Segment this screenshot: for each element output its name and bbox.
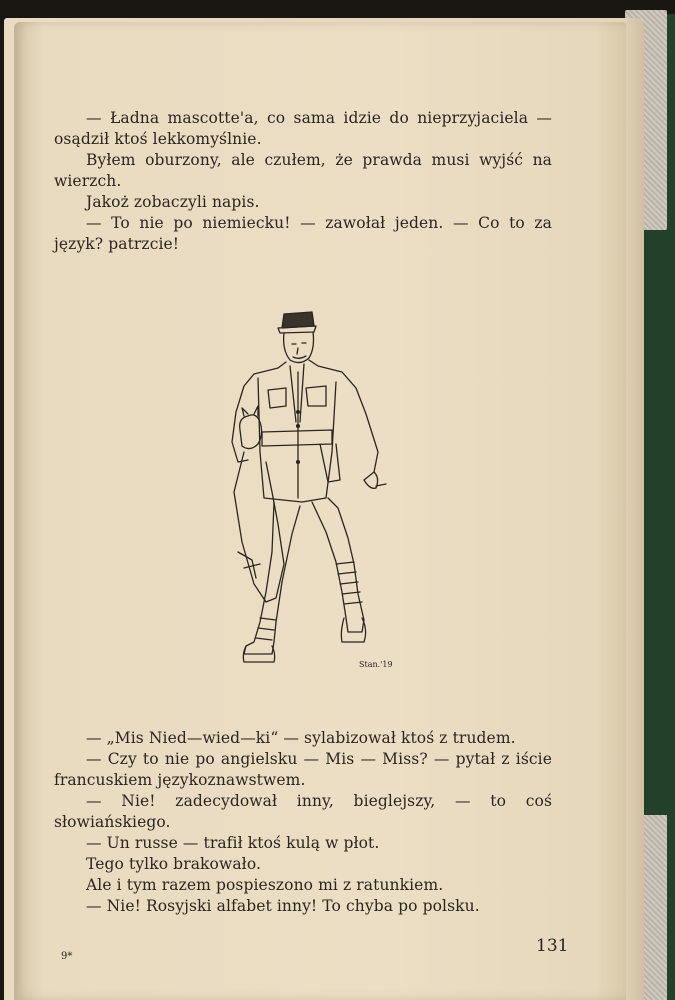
paragraph: Byłem oburzony, ale czułem, że prawda musi wyjść na wierzch. — [54, 151, 552, 190]
paragraph: — Nie! Rosyjski alfabet inny! To chyba po polsku. — [86, 897, 480, 915]
cat-figure — [240, 415, 262, 449]
paragraph: Tego tylko brakowało. — [86, 855, 261, 873]
paragraph: — Un russe — trafił ktoś kulą w płot. — [86, 834, 380, 852]
kepi-cap — [282, 312, 314, 328]
soldier-illustration — [214, 302, 394, 672]
text-block-top — [54, 108, 552, 255]
right-leg — [312, 498, 364, 632]
book-page — [14, 22, 626, 1000]
sheet-signature-mark: 9* — [61, 951, 73, 962]
paragraph: Ale i tym razem pospieszono mi z ratunkiem. — [86, 876, 444, 894]
page-number: 131 — [536, 936, 569, 956]
coat-over-arm — [234, 452, 284, 602]
paragraph: — Nie! zadecydował inny, bieglejszy, — to coś słowiańskiego. — [54, 792, 552, 831]
paragraph: — To nie po niemiecku! — zawołał jeden. — Co to za język? patrzcie! — [54, 214, 552, 253]
illustration-signature: Stan.'19 — [359, 660, 393, 669]
paragraph: — „Mis Nied—wied—ki“ — sylabizował ktoś z trudem. — [86, 729, 516, 747]
paragraph: Jakoż zobaczyli napis. — [86, 193, 260, 211]
paragraph: — Czy to nie po angielsku — Mis — Miss? — pytał z iście francuskiem językoznawstwem. — [54, 750, 552, 789]
paragraph: — Ładna mascotte'a, co sama idzie do nieprzyjaciela — osądził ktoś lekkomyślnie. — [54, 109, 552, 148]
kepi-visor — [278, 326, 316, 333]
text-block-bottom — [54, 728, 552, 917]
